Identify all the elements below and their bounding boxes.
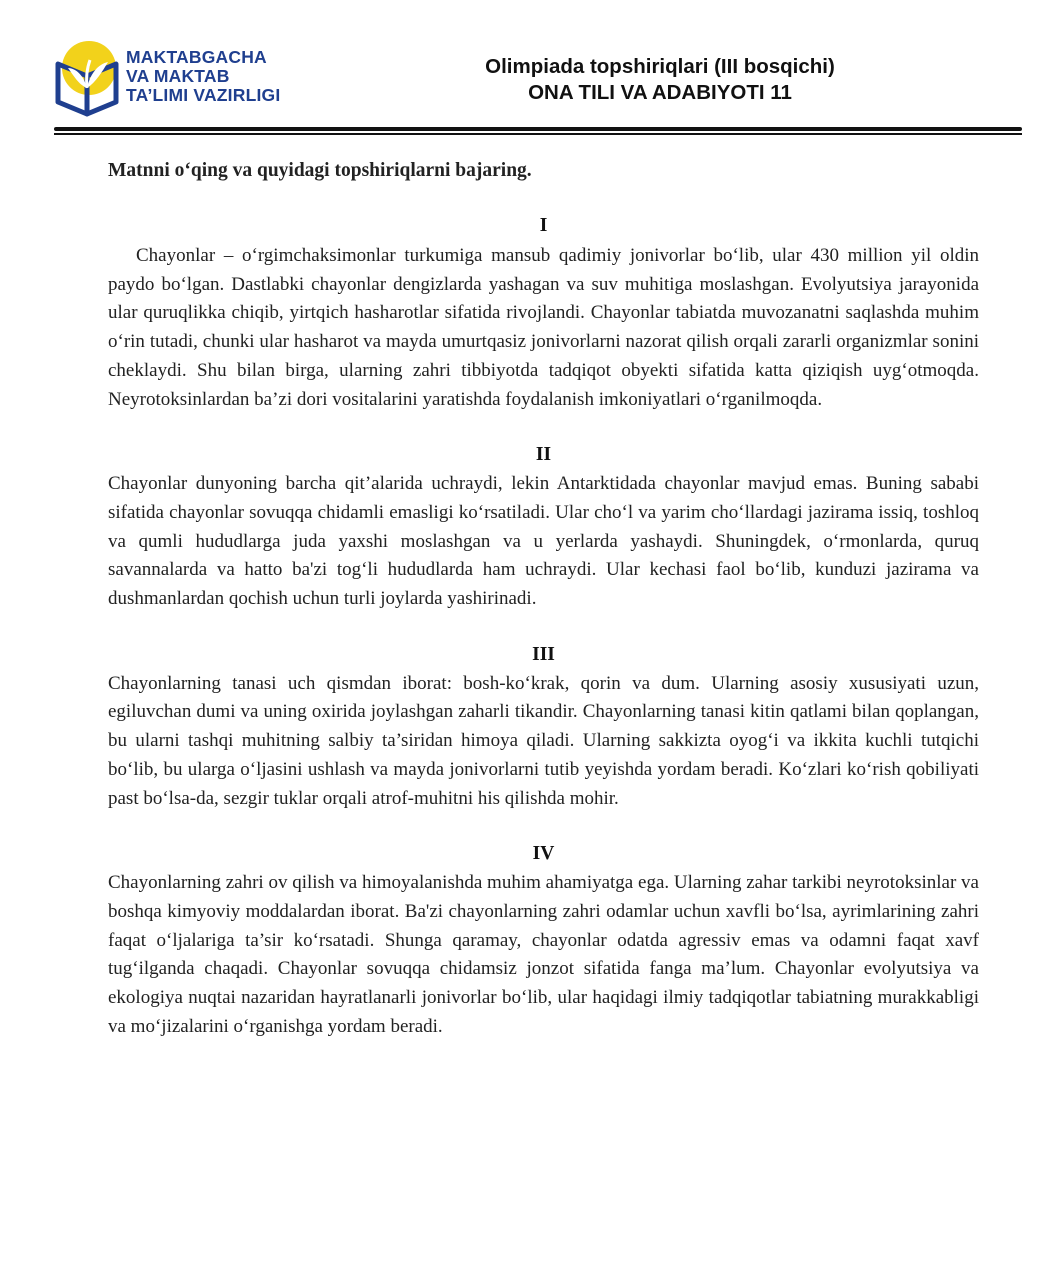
section-number: I <box>539 215 548 236</box>
olympiad-stage-title: Olimpiada topshiriqlari (III bosqichi) <box>485 55 835 78</box>
text-section-4 <box>108 840 979 1041</box>
logo-line: MAKTABGACHA <box>126 47 267 67</box>
document-header <box>0 0 1048 150</box>
section-paragraph: Chayonlarning tanasi uch qismdan iborat: bosh-ko‘krak, qorin va dum. Ularning asosiy xususiyati uzun, egiluvchan dumi va uning oxirida joylashgan zaharli tikandir. Chayonlarning tanasi kitin qatlami bilan qoplangan, bu ularni tashqi muhitning salbiy ta’siridan himoya qiladi. Ularning sakkizta oyog‘i va ikkita kuchli tutqichi bo‘lib, bu ularga o‘ljasini ushlash va mayda jonivorlarni tutib yeyishda yordam beradi. Ko‘zlari ko‘rish qobiliyati past bo‘lsa-da, sezgir tuklar orqali atrof-muhitni his qilishda mohir. <box>108 672 979 809</box>
section-number: IV <box>532 843 555 865</box>
section-paragraph: Chayonlarning zahri ov qilish va himoyalanishda muhim ahamiyatga ega. Ularning zahar tarkibi neyrotoksinlar va boshqa kimyoviy moddalardan iborat. Ba'zi chayonlarning zahri odamlar uchun xavfli bo‘lsa, ayrimlarining zahri faqat o‘ljalariga ta’sir ko‘rsatadi. Shunga qaramay, chayonlar odatda agressiv emas va odamni faqat xavf tug‘ilganda chaqadi. Chayonlar sovuqqa chidamsiz jonzot sifatida fanga ma’lum. Chayonlar evolyutsiya va ekologiya nuqtai nazaridan hayratlanarli jonivorlar bo‘lib, ular haqidagi ilmiy tadqiqotlar tabiatning murakkabligi va mo‘jizalarini o‘rganishga yordam beradi. <box>108 872 979 1037</box>
section-number: III <box>532 643 555 665</box>
subject-title: ONA TILI VA ADABIYOTI 11 <box>528 81 792 104</box>
ministry-logo-icon <box>54 38 120 118</box>
logo-line: VA MAKTAB <box>126 66 230 86</box>
text-section-1 <box>108 212 979 414</box>
text-section-3 <box>108 641 979 814</box>
ministry-logo <box>54 38 304 118</box>
ministry-logo-text <box>126 48 280 105</box>
section-paragraph: Chayonlar – o‘rgimchaksimonlar turkumiga mansub qadimiy jonivorlar bo‘lib, ular 430 million yil oldin paydo bo‘lgan. Dastlabki chayonlar dengizlarda yashagan va suv muhitiga moslashgan. Evolyutsiya jarayonida ular quruqlikka chiqib, yirtqich hasharotlar sifatida rivojlandi. Chayonlar tabiatda muvozanatni saqlashda muhim o‘rin tutadi, chunki ular hasharot va mayda umurtqasiz jonivorlarni nazorat qilish orqali zararli organizmlar sonini cheklaydi. Shu bilan birga, ularning zahri tibbiyotda tadqiqot obyekti sifatida katta qiziqish uyg‘otmoqda. Neyrotoksinlardan ba’zi dori vositalarini yaratishda foydalanish imkoniyatlari o‘rganilmoqda. <box>108 245 979 410</box>
document-body <box>108 156 979 1041</box>
logo-line: TA’LIMI VAZIRLIGI <box>126 85 281 105</box>
task-instruction: Matnni o‘qing va quyidagi topshiriqlarni bajaring. <box>108 160 532 181</box>
header-divider <box>54 127 1022 137</box>
section-number: II <box>535 444 552 466</box>
section-paragraph: Chayonlar dunyoning barcha qit’alarida uchraydi, lekin Antarktidada chayonlar mavjud emas. Buning sababi sifatida chayonlar sovuqqa chidamli emasligi ko‘rsatiladi. Ular cho‘l va yarim cho‘llardagi jazirama issiq, toshloq va qumli hududlarga juda yaxshi moslashgan va u yerlarda yashaydi. Shuningdek, o‘rmonlarda, quruq savannalarda va hatto ba'zi tog‘li hududlarda ham uchraydi. Ular kechasi faol bo‘lib, kunduzi jazirama va dushmanlardan qochish uchun turli joylarda yashirinadi. <box>108 473 979 610</box>
document-title <box>400 54 920 106</box>
text-section-2 <box>108 441 979 614</box>
